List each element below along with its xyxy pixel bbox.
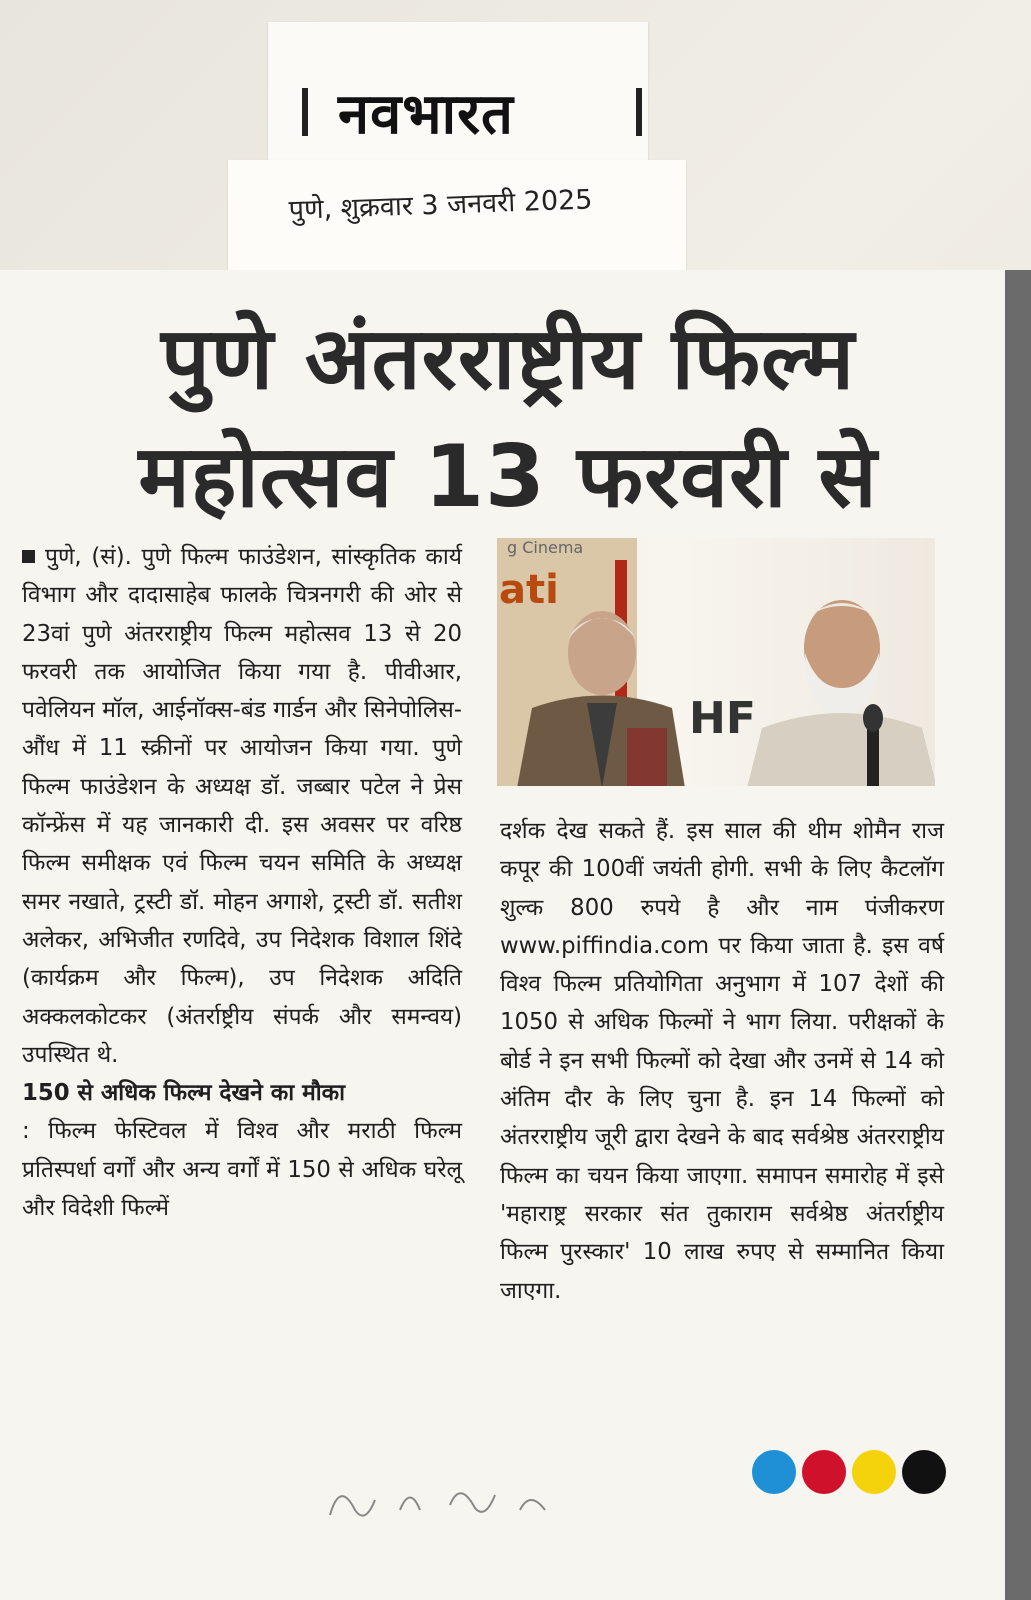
registration-dot-red	[802, 1450, 846, 1494]
registration-dot-blue	[752, 1450, 796, 1494]
photo-banner-text: ati	[499, 567, 559, 613]
headline-line-2: महोत्सव 13 फरवरी से	[138, 427, 878, 527]
photo-top-text: g Cinema	[507, 538, 584, 557]
pen-scribble	[320, 1470, 570, 1530]
masthead-left-rule	[302, 88, 308, 136]
person-left-image	[507, 598, 687, 786]
dateline: पुणे, शुक्रवार 3 जनवरी 2025	[288, 184, 593, 226]
registration-dot-yellow	[852, 1450, 896, 1494]
masthead-right-rule	[636, 88, 642, 136]
bullet-icon	[22, 550, 35, 563]
article-subhead: 150 से अधिक फिल्म देखने का मौका	[22, 1080, 346, 1107]
article-column-2: दर्शक देख सकते हैं. इस साल की थीम शोमैन राज कपूर की 100वीं जयंती होगी. सभी के लिए कैटलॉग शुल्क 800 रुपये है और नाम पंजीकरण www.piffindia.com पर किया जाता है. इस वर्ष विश्व फिल्म प्रतियोगिता अनुभाग में 107 देशों की 1050 से अधिक फिल्मों ने भाग लिया. परीक्षकों के बोर्ड ने इन सभी फिल्मों को देखा और उनमें से 14 को अंतिम दौर के लिए चुना है. इन 14 फिल्मों को अंतरराष्ट्रीय जूरी द्वारा देखने के बाद सर्वश्रेष्ठ अंतरराष्ट्रीय फिल्म का चयन किया जाएगा. समापन समारोह में इसे 'महाराष्ट्र सरकार संत तुकाराम सर्वश्रेष्ठ अंतर्राष्ट्रीय फिल्म पुरस्कार' 10 लाख रुपए से सम्मानित किया जाएगा.	[500, 818, 944, 1304]
headline	[28, 300, 988, 536]
page-edge-shadow	[1005, 270, 1031, 1600]
press-conference-photo	[497, 538, 935, 786]
color-registration-dots	[752, 1450, 952, 1500]
person-right-image	[747, 578, 935, 786]
headline-line-1: पुणे अंतरराष्ट्रीय फिल्म	[160, 309, 856, 409]
article-paragraph-1: पुणे, (सं). पुणे फिल्म फाउंडेशन, सांस्कृतिक कार्य विभाग और दादासाहेब फालके चित्रनगरी की ओर से 23वां पुणे अंतरराष्ट्रीय फिल्म महोत्सव 13 से 20 फरवरी तक आयोजित किया गया है. पीवीआर, पवेलियन मॉल, आईनॉक्स-बंड गार्डन और सिनेपोलिस-औंध में 11 स्क्रीनों पर आयोजन किया गया. पुणे फिल्म फाउंडेशन के अध्यक्ष डॉ. जब्बार पटेल ने प्रेस कॉन्फ्रेंस में यह जानकारी दी. इस अवसर पर वरिष्ठ फिल्म समीक्षक एवं फिल्म चयन समिति के अध्यक्ष समर नखाते, ट्रस्टी डॉ. मोहन अगाशे, ट्रस्टी डॉ. सतीश अलेकर, अभिजीत रणदिवे, उप निदेशक विशाल शिंदे (कार्यक्रम और फिल्म), उप निदेशक अदिति अक्कलकोटकर (अंतर्राष्ट्रीय संपर्क और समन्वय) उपस्थित थे.	[22, 544, 462, 1068]
photo-logo-text: HF	[689, 693, 756, 744]
newspaper-title: नवभारत	[338, 82, 514, 147]
article-column-1	[22, 538, 462, 1227]
article-paragraph-2: : फिल्म फेस्टिवल में विश्व और मराठी फिल्म प्रतिस्पर्धा वर्गों और अन्य वर्गों में 150 से अधिक घरेलू और विदेशी फिल्में	[22, 1118, 462, 1222]
registration-dot-black	[902, 1450, 946, 1494]
